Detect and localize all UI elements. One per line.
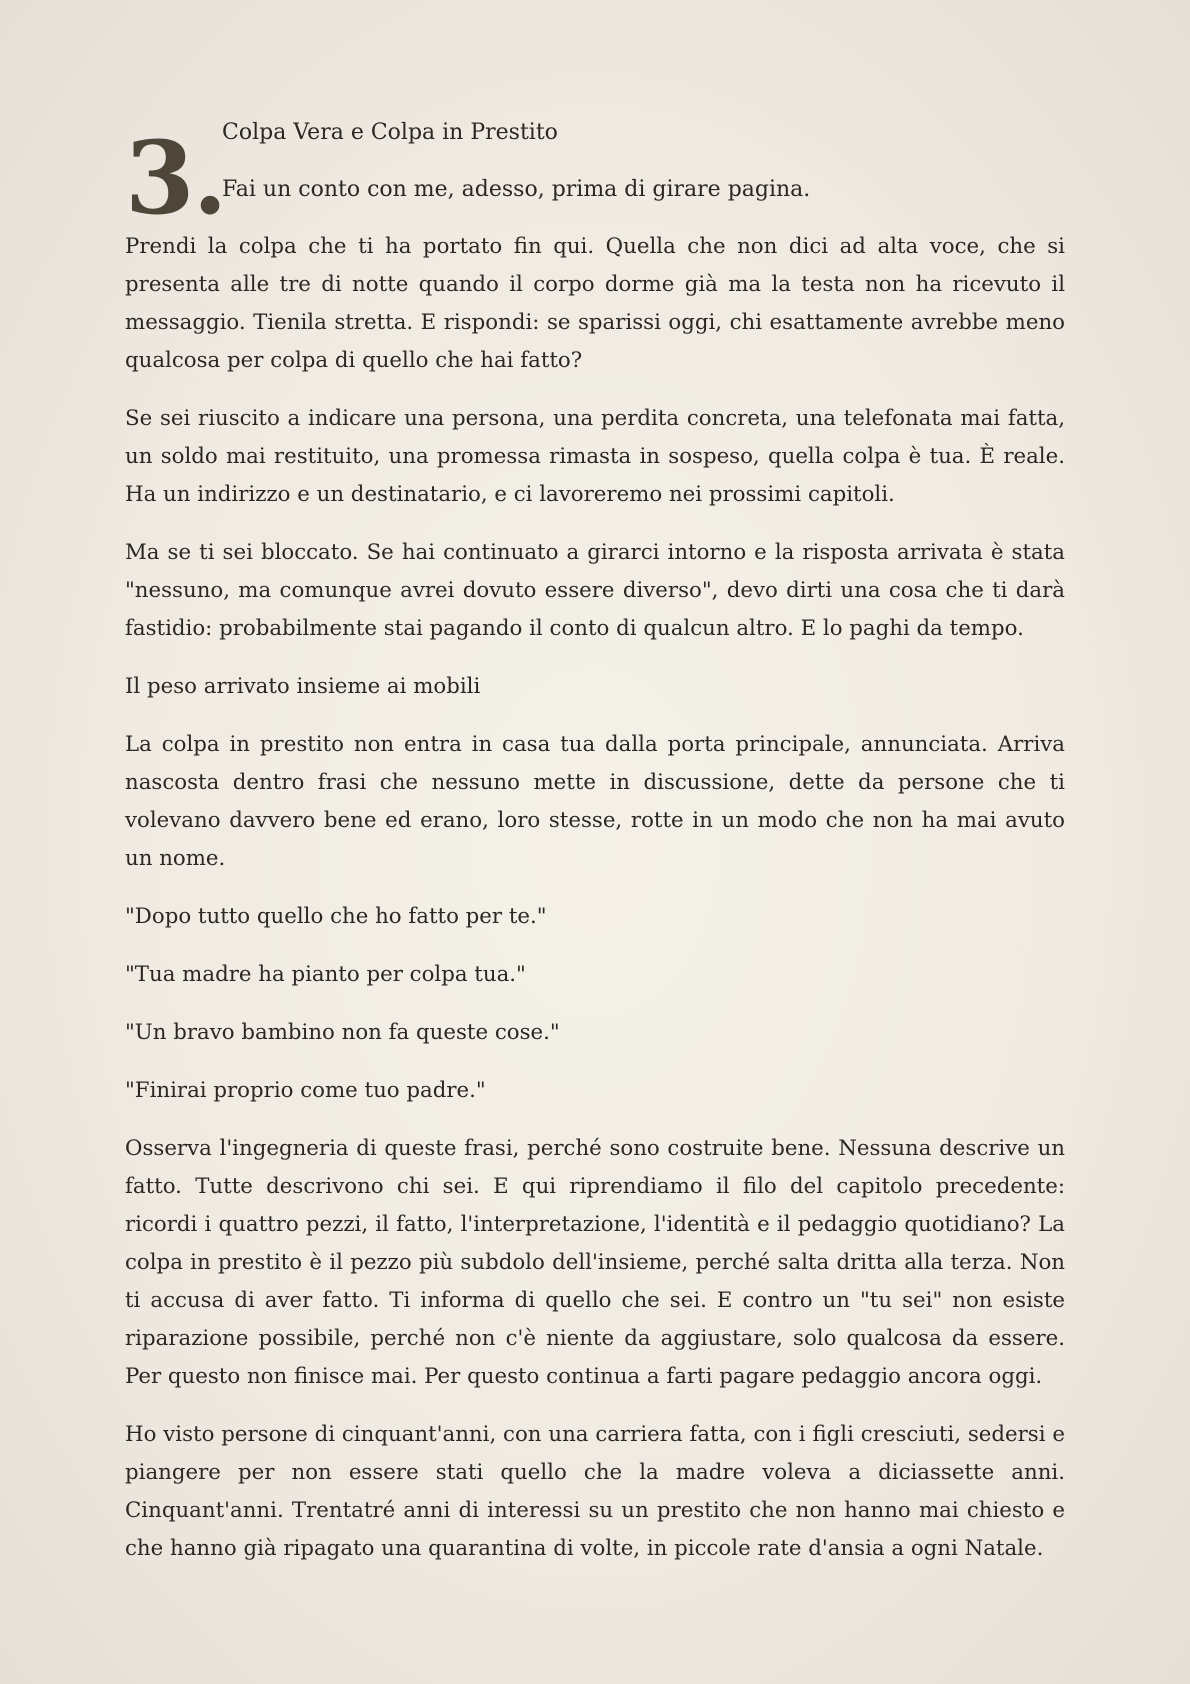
chapter-lead: Fai un conto con me, adesso, prima di girare pagina. <box>222 177 811 202</box>
paragraph: La colpa in prestito non entra in casa tua dalla porta principale, annunciata. Arriva nascosta dentro frasi che nessuno mette in discussione, dette da persone che ti volevano davvero bene ed erano, loro stesse, rotte in un modo che non ha mai avuto un nome. <box>125 732 1065 871</box>
paragraph: Ho visto persone di cinquant'anni, con una carriera fatta, con i figli cresciuti, sedersi e piangere per non essere stati quello che la madre voleva a diciassette anni. Cinquant'anni. Trentatré anni di interessi su un prestito che non hanno mai chiesto e che hanno già ripagato una quarantina di volte, in piccole rate d'ansia a ogni Natale. <box>125 1422 1065 1561</box>
section-subheading: Il peso arrivato insieme ai mobili <box>125 674 481 699</box>
chapter-title: Colpa Vera e Colpa in Prestito <box>222 120 558 145</box>
chapter-body <box>125 228 1065 1568</box>
paragraph: Osserva l'ingegneria di queste frasi, perché sono costruite bene. Nessuna descrive un fatto. Tutte descrivono chi sei. E qui riprendiamo il filo del capitolo precedente: ricordi i quattro pezzi, il fatto, l'interpretazione, l'identità e il pedaggio quotidiano? La colpa in prestito è il pezzo più subdolo dell'insieme, perché salta dritta alla terza. Non ti accusa di aver fatto. Ti informa di quello che sei. E contro un "tu sei" non esiste riparazione possibile, perché non c'è niente da aggiustare, solo qualcosa da essere. Per questo non finisce mai. Per questo continua a farti pagare pedaggio ancora oggi. <box>125 1136 1065 1389</box>
paragraph: Ma se ti sei bloccato. Se hai continuato a girarci intorno e la risposta arrivata è stata "nessuno, ma comunque avrei dovuto essere diverso", devo dirti una cosa che ti darà fastidio: probabilmente stai pagando il conto di qualcun altro. E lo paghi da tempo. <box>125 540 1065 641</box>
paragraph: Se sei riuscito a indicare una persona, una perdita concreta, una telefonata mai fatta, un soldo mai restituito, una promessa rimasta in sospeso, quella colpa è tua. È reale. Ha un indirizzo e un destinatario, e ci lavoreremo nei prossimi capitoli. <box>125 406 1065 507</box>
chapter-header <box>125 0 1065 237</box>
chapter-number: 3. <box>125 119 226 237</box>
quoted-phrase: "Un bravo bambino non fa queste cose." <box>125 1020 560 1045</box>
quoted-phrase: "Dopo tutto quello che ho fatto per te." <box>125 904 547 929</box>
paragraph: Prendi la colpa che ti ha portato fin qui. Quella che non dici ad alta voce, che si presenta alle tre di notte quando il corpo dorme già ma la testa non ha ricevuto il messaggio. Tienila stretta. E rispondi: se sparissi oggi, chi esattamente avrebbe meno qualcosa per colpa di quello che hai fatto? <box>125 234 1065 373</box>
quoted-phrase: "Tua madre ha pianto per colpa tua." <box>125 962 526 987</box>
quoted-phrase: "Finirai proprio come tuo padre." <box>125 1078 486 1103</box>
